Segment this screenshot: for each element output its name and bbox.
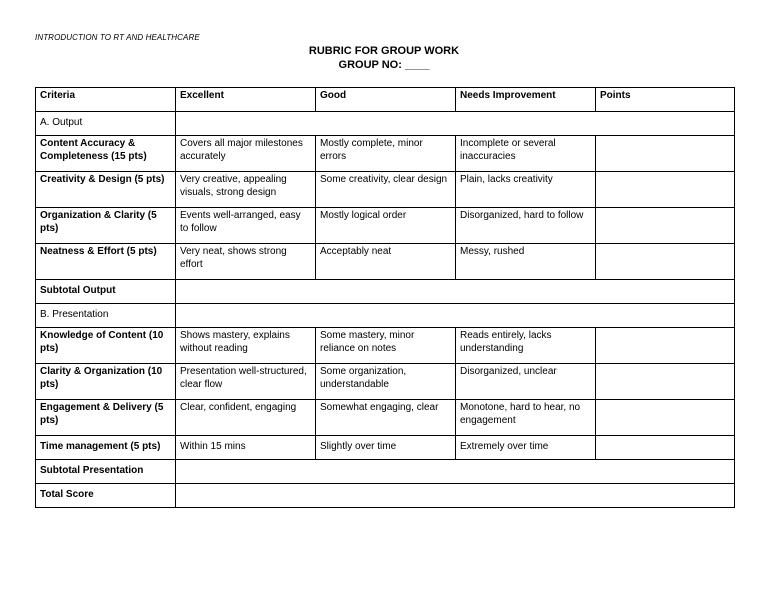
points-cell[interactable] [596,436,735,460]
section-row-output [36,112,735,136]
subtotal-output-row [36,280,735,304]
column-header-points: Points [596,88,735,112]
criteria-cell: Neatness & Effort (5 pts) [36,244,176,280]
criteria-cell: Clarity & Organization (10 pts) [36,364,176,400]
section-label-presentation: B. Presentation [36,304,176,328]
needs-improvement-cell: Incomplete or several inaccuracies [456,136,596,172]
section-spacer [176,112,735,136]
excellent-cell: Clear, confident, engaging [176,400,316,436]
good-cell: Some creativity, clear design [316,172,456,208]
points-cell[interactable] [596,328,735,364]
subtotal-output-label: Subtotal Output [36,280,176,304]
needs-improvement-cell: Reads entirely, lacks understanding [456,328,596,364]
table-row [36,436,735,460]
table-row [36,328,735,364]
points-cell[interactable] [596,244,735,280]
course-title: INTRODUCTION TO RT AND HEALTHCARE [35,33,200,42]
needs-improvement-cell: Plain, lacks creativity [456,172,596,208]
column-header-criteria: Criteria [36,88,176,112]
needs-improvement-cell: Disorganized, unclear [456,364,596,400]
needs-improvement-cell: Extremely over time [456,436,596,460]
table-row [36,172,735,208]
table-row [36,208,735,244]
rubric-title: RUBRIC FOR GROUP WORK [308,45,460,57]
section-row-presentation [36,304,735,328]
document-title [0,44,768,72]
points-cell[interactable] [596,136,735,172]
criteria-cell: Knowledge of Content (10 pts) [36,328,176,364]
group-number-label: GROUP NO: ____ [338,59,430,71]
criteria-cell: Engagement & Delivery (5 pts) [36,400,176,436]
subtotal-presentation-row [36,460,735,484]
excellent-cell: Covers all major milestones accurately [176,136,316,172]
points-cell[interactable] [596,400,735,436]
good-cell: Some organization, understandable [316,364,456,400]
excellent-cell: Events well-arranged, easy to follow [176,208,316,244]
total-score-value[interactable] [176,484,735,508]
subtotal-presentation-label: Subtotal Presentation [36,460,176,484]
table-row [36,400,735,436]
excellent-cell: Shows mastery, explains without reading [176,328,316,364]
needs-improvement-cell: Disorganized, hard to follow [456,208,596,244]
column-header-needs-improvement: Needs Improvement [456,88,596,112]
good-cell: Mostly complete, minor errors [316,136,456,172]
criteria-cell: Time management (5 pts) [36,436,176,460]
criteria-cell: Creativity & Design (5 pts) [36,172,176,208]
needs-improvement-cell: Messy, rushed [456,244,596,280]
criteria-cell: Organization & Clarity (5 pts) [36,208,176,244]
subtotal-output-value[interactable] [176,280,735,304]
table-row [36,364,735,400]
good-cell: Mostly logical order [316,208,456,244]
section-spacer [176,304,735,328]
table-row [36,244,735,280]
good-cell: Some mastery, minor reliance on notes [316,328,456,364]
criteria-cell: Content Accuracy & Completeness (15 pts) [36,136,176,172]
good-cell: Slightly over time [316,436,456,460]
excellent-cell: Within 15 mins [176,436,316,460]
points-cell[interactable] [596,364,735,400]
table-header-row [36,88,735,112]
excellent-cell: Very neat, shows strong effort [176,244,316,280]
good-cell: Acceptably neat [316,244,456,280]
table-row [36,136,735,172]
rubric-table [35,87,735,508]
good-cell: Somewhat engaging, clear [316,400,456,436]
points-cell[interactable] [596,172,735,208]
excellent-cell: Very creative, appealing visuals, strong design [176,172,316,208]
points-cell[interactable] [596,208,735,244]
column-header-excellent: Excellent [176,88,316,112]
section-label-output: A. Output [36,112,176,136]
subtotal-presentation-value[interactable] [176,460,735,484]
total-score-row [36,484,735,508]
excellent-cell: Presentation well-structured, clear flow [176,364,316,400]
total-score-label: Total Score [36,484,176,508]
column-header-good: Good [316,88,456,112]
needs-improvement-cell: Monotone, hard to hear, no engagement [456,400,596,436]
